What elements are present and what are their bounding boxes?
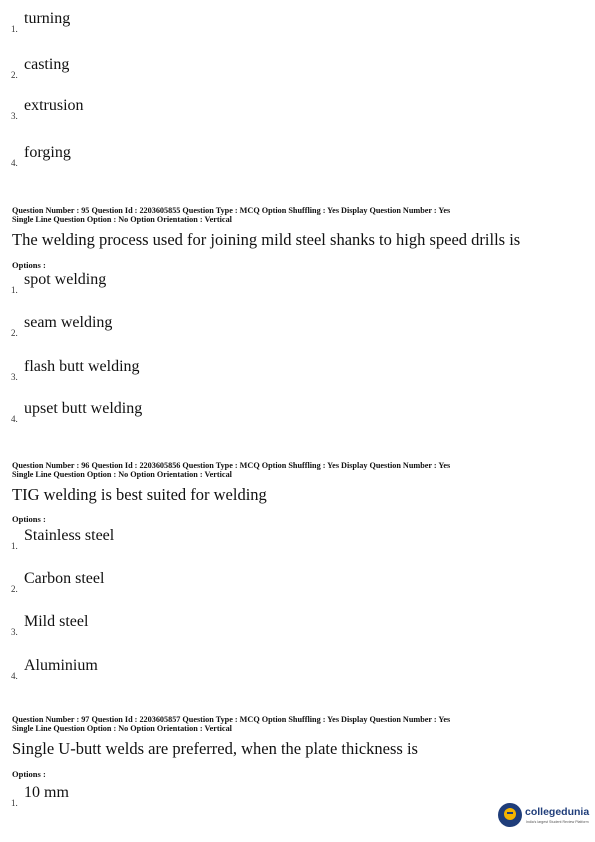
option-text: spot welding	[24, 271, 107, 288]
option-number: 3.	[11, 111, 18, 121]
option-number: 4.	[11, 158, 18, 168]
question-meta-line-2: Single Line Question Option : No Option Orientation : Vertical	[12, 214, 232, 224]
option-number: 1.	[11, 24, 18, 34]
option-text: turning	[24, 10, 71, 27]
question-meta-line-1: Question Number : 95 Question Id : 2203605855 Question Type : MCQ Option Shuffling : Yes Display Question Number : Yes	[12, 206, 451, 215]
options-label: Options :	[12, 769, 46, 779]
question-meta	[12, 716, 450, 733]
option-text: upset butt welding	[24, 400, 143, 417]
option-number: 4.	[11, 414, 18, 424]
question-meta-line-2: Single Line Question Option : No Option Orientation : Vertical	[12, 469, 232, 479]
option-number: 1.	[11, 285, 18, 295]
option-text: 10 mm	[24, 784, 69, 801]
option-number: 4.	[11, 671, 18, 681]
option-text: forging	[24, 144, 71, 161]
logo-tagline: India's largest Student Review Platform	[526, 820, 589, 824]
question-meta	[12, 207, 450, 224]
option-text: seam welding	[24, 314, 113, 331]
options-label: Options :	[12, 514, 46, 524]
collegedunia-logo	[498, 800, 590, 834]
logo-brand-text: collegedunia	[525, 806, 590, 818]
graduate-icon	[498, 803, 522, 827]
question-meta-line-1: Question Number : 97 Question Id : 2203605857 Question Type : MCQ Option Shuffling : Yes Display Question Number : Yes	[12, 715, 451, 724]
option-number: 1.	[11, 798, 18, 808]
option-text: casting	[24, 56, 70, 73]
question-text: The welding process used for joining mild steel shanks to high speed drills is	[12, 230, 521, 249]
option-text: flash butt welding	[24, 358, 140, 375]
question-meta-line-2: Single Line Question Option : No Option Orientation : Vertical	[12, 723, 232, 733]
option-text: Aluminium	[24, 657, 98, 674]
question-meta	[12, 462, 450, 479]
option-number: 3.	[11, 627, 18, 637]
option-number: 3.	[11, 372, 18, 382]
question-text: TIG welding is best suited for welding	[12, 485, 267, 504]
question-meta-line-1: Question Number : 96 Question Id : 2203605856 Question Type : MCQ Option Shuffling : Yes Display Question Number : Yes	[12, 461, 451, 470]
option-text: Carbon steel	[24, 570, 105, 587]
options-label: Options :	[12, 260, 46, 270]
option-text: Stainless steel	[24, 527, 115, 544]
option-number: 1.	[11, 541, 18, 551]
question-text: Single U-butt welds are preferred, when the plate thickness is	[12, 739, 418, 758]
option-text: extrusion	[24, 97, 84, 114]
option-text: Mild steel	[24, 613, 89, 630]
option-number: 2.	[11, 328, 18, 338]
option-number: 2.	[11, 584, 18, 594]
option-number: 2.	[11, 70, 18, 80]
